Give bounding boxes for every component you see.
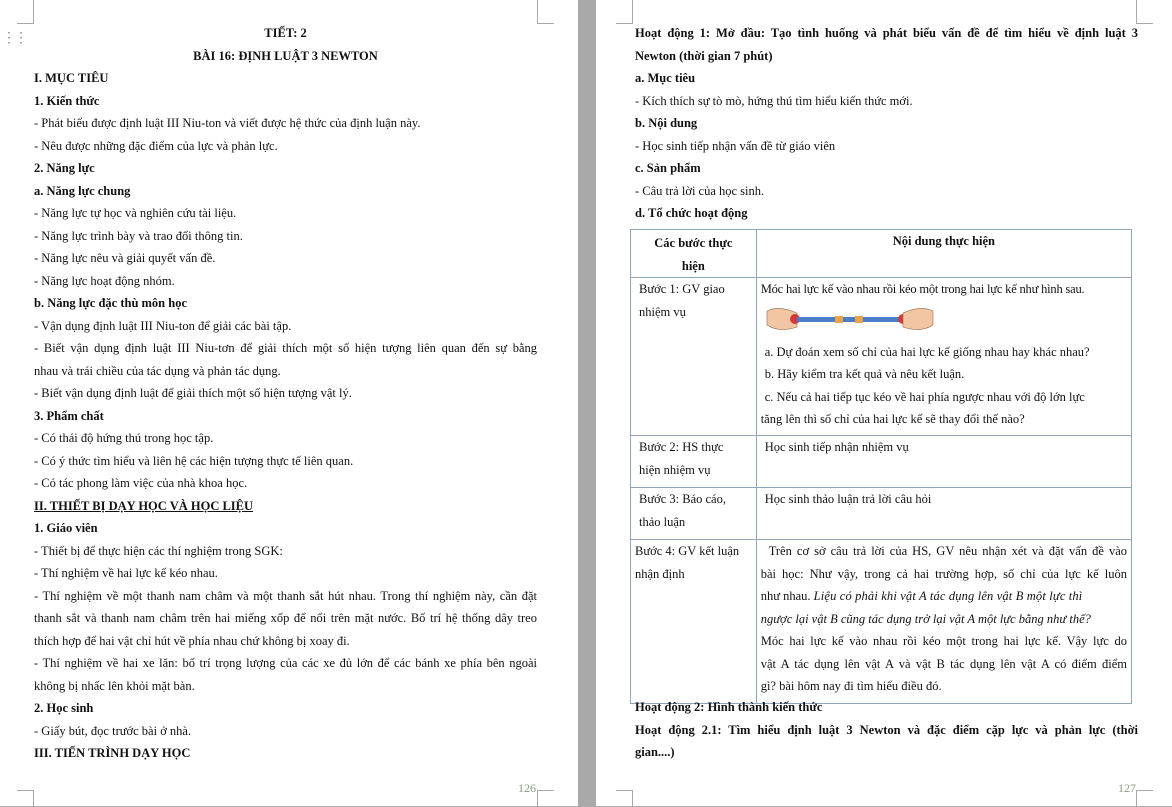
text-line: - Biết vận dụng định luật III Niu-tơn để giải thích một số hiện tượng liên quan đến sự bằng	[34, 341, 537, 355]
heading-line: a. Năng lực chung	[34, 183, 131, 198]
content-text: c. Nếu cả hai tiếp tục kéo về hai phía ngược nhau với độ lớn lực	[764, 389, 1085, 404]
content-text-italic: ngược lại vật B cũng tác dụng trở lại vật A một lực bằng như thế?	[760, 611, 1091, 626]
heading-line: Hoạt động 2.1: Tìm hiểu định luật 3 Newton và đặc điểm cặp lực và phản lực (thời	[635, 722, 1138, 737]
table-header-row	[631, 230, 1132, 278]
text-line: - Học sinh tiếp nhận vấn đề từ giáo viên	[635, 138, 836, 153]
text-line: - Câu trả lời của học sinh.	[635, 183, 765, 198]
crop-mark	[537, 790, 554, 807]
text-line: - Có thái độ hứng thú trong học tập.	[34, 431, 214, 445]
heading-line: c. Sản phẩm	[635, 161, 701, 175]
heading-line: BÀI 16: ĐỊNH LUẬT 3 NEWTON	[193, 48, 378, 63]
crop-mark	[1136, 790, 1153, 807]
step-cell	[631, 278, 757, 436]
document-page-126[interactable]	[0, 0, 578, 806]
table-row	[631, 488, 1132, 540]
content-text: Học sinh thảo luận trả lời câu hỏi	[764, 492, 932, 506]
left-page-body	[34, 22, 537, 765]
heading-line: I. MỤC TIÊU	[34, 71, 109, 85]
crop-mark	[537, 0, 554, 24]
text-line: - Có tác phong làm việc của nhà khoa học.	[34, 476, 248, 490]
heading-line: 1. Giáo viên	[34, 521, 98, 535]
crop-mark	[17, 0, 34, 24]
text-line: thích hợp để hai vật chỉ hút về phía nhau chứ không bị xoay đi.	[34, 633, 350, 648]
text-line: - Thí nghiệm về hai lực kế kéo nhau.	[34, 566, 218, 580]
text-line: - Vận dụng định luật III Niu-ton để giải các bài tập.	[34, 318, 292, 333]
content-text: b. Hãy kiểm tra kết quả và nêu kết luận.	[764, 367, 965, 381]
text-line: - Phát biểu được định luật III Niu-ton và viết được hệ thức của định luận này.	[34, 116, 421, 130]
content-text: như nhau.	[760, 589, 811, 603]
step-label: hiện nhiệm vụ	[639, 462, 711, 477]
text-line: - Biết vận dụng định luật để giải thích một số hiện tượng vật lý.	[34, 386, 352, 400]
text-line: không bị nhấc lên khỏi mặt bàn.	[34, 678, 195, 693]
content-text: Móc hai lực kế vào nhau rồi kéo một trong hai lực kế như hình sau.	[760, 282, 1085, 296]
heading-line: d. Tổ chức hoạt động	[635, 206, 748, 220]
text-line: - Thí nghiệm về hai xe lăn: bố trí trọng lượng của các xe đủ lớn để các bánh xe phía bên ngoài	[34, 656, 537, 670]
page-gutter	[578, 0, 596, 806]
step-cell	[631, 436, 757, 488]
table-row	[631, 278, 1132, 436]
step-label: nhiệm vụ	[639, 304, 686, 319]
document-page-127[interactable]	[596, 0, 1172, 806]
content-text-italic: Liệu có phải khi vật A tác dụng lên vật B một lực thì	[813, 589, 1083, 603]
heading-line: 2. Năng lực	[34, 161, 95, 175]
text-line: - Thiết bị để thực hiện các thí nghiệm trong SGK:	[34, 543, 283, 558]
content-text: bài học: Như vậy, trong cả hai trường hợp, số chỉ của lực kế luôn	[760, 566, 1127, 581]
text-line: - Năng lực tự học và nghiên cứu tài liệu.	[34, 206, 237, 220]
heading-line: II. THIẾT BỊ DẠY HỌC VÀ HỌC LIỆU	[34, 498, 254, 513]
text-line: - Nêu được những đặc điểm của lực và phản lực.	[34, 138, 278, 153]
heading-line: 1. Kiến thức	[34, 93, 100, 108]
right-page-intro	[635, 22, 1138, 225]
heading-line: TIẾT: 2	[264, 26, 307, 40]
content-text: Trên cơ sở câu trả lời của HS, GV nêu nhận xét và đặt vấn đề vào	[768, 544, 1127, 558]
heading-line: b. Nội dung	[635, 116, 698, 130]
heading-line: a. Mục tiêu	[635, 71, 696, 85]
table-row	[631, 540, 1132, 704]
heading-line: Hoạt động 1: Mở đầu: Tạo tình huống và phát biểu vấn đề để tìm hiểu về định luật 3	[635, 26, 1138, 40]
text-line: - Năng lực trình bày và trao đổi thông tin.	[34, 228, 243, 243]
content-cell	[756, 278, 1131, 436]
step-label: thảo luận	[639, 514, 686, 529]
content-cell	[756, 540, 1131, 704]
step-label: Bước 4: GV kết luận	[635, 544, 740, 558]
content-cell	[756, 488, 1131, 540]
content-text: Học sinh tiếp nhận nhiệm vụ	[764, 440, 909, 454]
crop-mark	[616, 0, 633, 24]
content-text: tăng lên thì số chỉ của hai lực kế sẽ thay đổi thế nào?	[760, 412, 1025, 426]
table-header-content	[756, 230, 1131, 278]
activity-table	[630, 229, 1132, 704]
header-text: Nội dung thực hiện	[892, 234, 996, 248]
heading-line: Newton (thời gian 7 phút)	[635, 48, 773, 63]
content-text: Móc hai lực kế vào nhau rồi kéo một trong hai lực kế. Vậy lực do	[760, 634, 1127, 648]
text-line: - Kích thích sự tò mò, hứng thú tìm hiểu kiến thức mới.	[635, 93, 913, 108]
text-line: - Năng lực hoạt động nhóm.	[34, 273, 175, 288]
drag-handle-icon[interactable]: ⋮⋮	[2, 31, 26, 46]
header-text: hiện	[681, 258, 705, 273]
page-number: 126	[518, 781, 536, 795]
text-line: nhau và trái chiều của tác dụng và phản tác dụng.	[34, 363, 281, 378]
crop-mark	[17, 790, 34, 807]
text-line: - Giấy bút, đọc trước bài ở nhà.	[34, 723, 192, 738]
text-line: - Có ý thức tìm hiểu và liên hệ các hiện tượng thực tế liên quan.	[34, 453, 354, 468]
heading-line: 3. Phẩm chất	[34, 408, 104, 423]
step-cell	[631, 540, 757, 704]
page-number: 127	[1118, 781, 1136, 795]
heading-line: gian....)	[635, 745, 675, 759]
text-line: thanh sắt và thanh nam châm trên hai miếng xốp để nổi trên mặt nước. Bố trí hệ thống dây treo	[34, 611, 537, 625]
step-label: nhận định	[635, 566, 685, 581]
heading-line: 2. Học sinh	[34, 701, 94, 715]
crop-mark	[1136, 0, 1153, 24]
header-text: Các bước thực	[654, 236, 733, 250]
content-text: vật A tác dụng lên vật A và vật B tác dụng lên vật A có điểm điểm	[760, 656, 1127, 671]
heading-line: Hoạt động 2: Hình thành kiến thức	[635, 700, 823, 714]
text-line: - Thí nghiệm về một thanh nam châm và một thanh sắt hút nhau. Trong thí nghiệm này, cần đặt	[34, 588, 537, 603]
right-page-outro	[635, 696, 1138, 764]
step-label: Bước 1: GV giao	[639, 282, 725, 296]
heading-line: b. Năng lực đặc thù môn học	[34, 296, 188, 310]
table-row	[631, 436, 1132, 488]
step-label: Bước 2: HS thực	[639, 440, 724, 454]
content-text: a. Dự đoán xem số chỉ của hai lực kế giống nhau hay khác nhau?	[764, 344, 1090, 359]
text-line: - Năng lực nêu và giải quyết vấn đề.	[34, 251, 216, 265]
content-text: gì? bài hôm nay đi tìm hiểu điều đó.	[760, 679, 942, 693]
force-meters-figure	[765, 305, 935, 333]
heading-line: III. TIẾN TRÌNH DẠY HỌC	[34, 746, 191, 760]
step-label: Bước 3: Báo cáo,	[639, 492, 726, 506]
content-cell	[756, 436, 1131, 488]
crop-mark	[616, 790, 633, 807]
step-cell	[631, 488, 757, 540]
table-header-steps	[631, 230, 757, 278]
